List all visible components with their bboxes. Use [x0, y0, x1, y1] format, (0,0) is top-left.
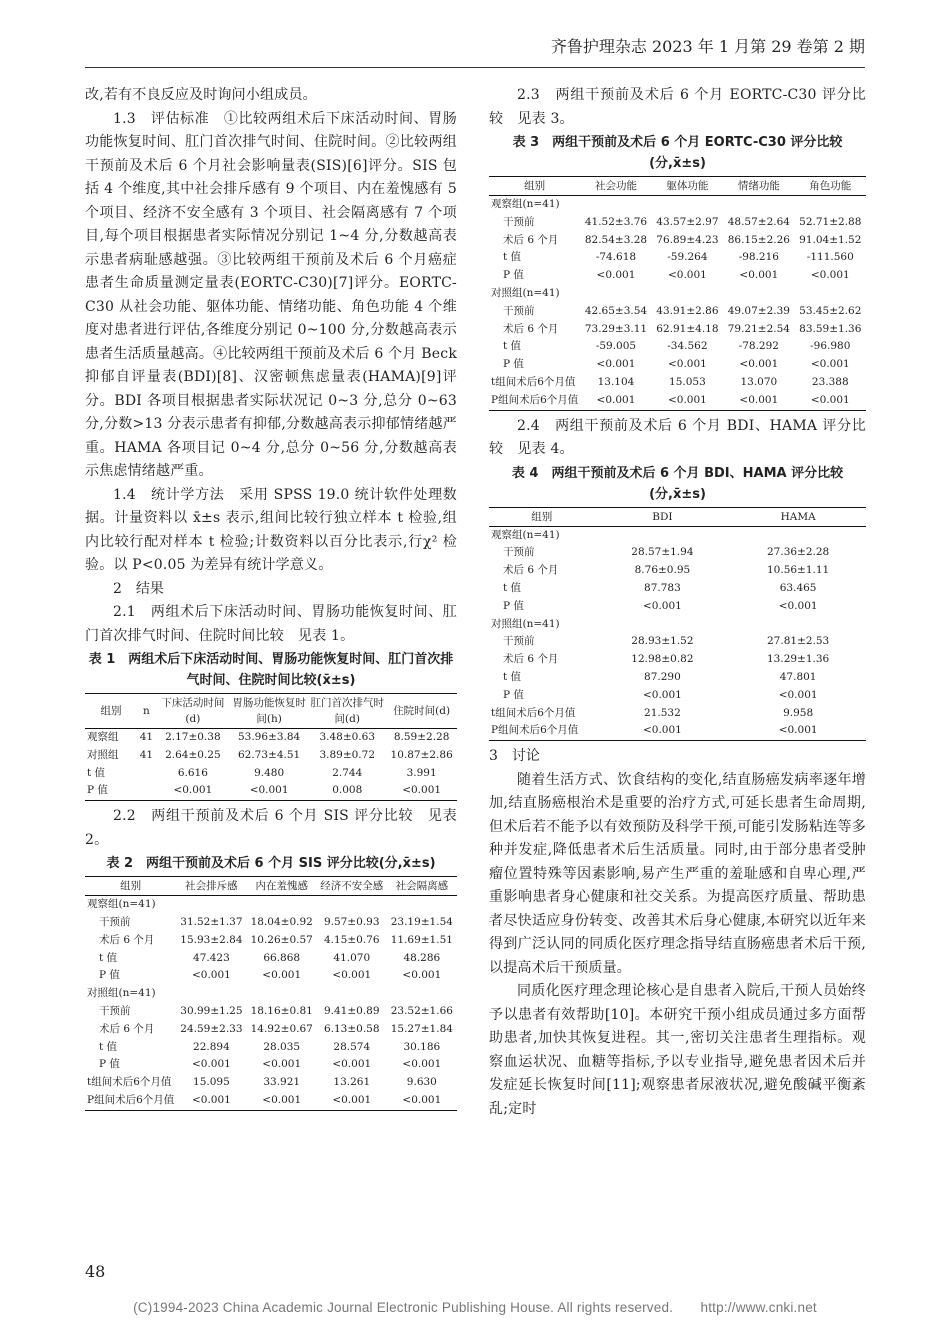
- section-1-3-evaluation-criteria: 1.3 评估标准 ①比较两组术后下床活动时间、胃肠功能恢复时间、肛门首次排气时间、住院时间。②比较两组干预前及术后 6 个月社会影响量表(SIS)[6]评分。SIS 包括 4 个维度,其中社会排斥感有 9 个项目、内在羞愧感有 5 个项目、经济不安全感有 3 个项目、社会隔离感有 7 个项目,每个项目根据患者实际情况分别记 1~4 分,分数越高表示患者病耻感越强。③比较两组干预前及术后 6 个月癌症患者生命质量测定量表(EORTC-C30)[7]评分。EORTC-C30 从社会功能、躯体功能、情绪功能、角色功能 4 个维度对患者进行评估,各维度分别记 0~100 分,分数越高表示患者生活质量越高。④比较两组干预前及术后 6 个月 Beck 抑郁自评量表(BDI)[8]、汉密顿焦虑量表(HAMA)[9]评分。BDI 各项目根据患者实际状况记 0~3 分,总分 0~63 分,分数>13 分表示患者有抑郁,分数越高表示抑郁情绪越严重。HAMA 各项目记 0~4 分,总分 0~56 分,分数越高表示焦虑情绪越严重。: [85, 110, 457, 479]
- table-cell: [652, 196, 723, 214]
- table-cell: [580, 196, 651, 214]
- table-row: [85, 1056, 457, 1074]
- table-cell: -74.618: [595, 251, 637, 264]
- table-cell: [723, 196, 794, 214]
- table-header-cell: 组别: [489, 177, 580, 196]
- table-cell: 3.48±0.63: [319, 731, 375, 743]
- table-cell: 2.64±0.25: [165, 748, 221, 761]
- table-row: [489, 651, 866, 669]
- table-3: [489, 176, 866, 411]
- table-cell: 48.286: [403, 951, 441, 964]
- table-cell: P 值: [503, 358, 524, 371]
- table-cell: -78.292: [738, 340, 779, 353]
- table-cell: <0.001: [642, 688, 682, 701]
- table-cell: <0.001: [596, 393, 636, 406]
- table-row: [489, 267, 866, 285]
- table-cell: 22.894: [193, 1040, 230, 1053]
- table-cell: 28.57±1.94: [631, 546, 694, 559]
- table-cell: P 值: [503, 269, 524, 282]
- table-cell: [795, 196, 866, 214]
- table-cell: <0.001: [667, 393, 707, 406]
- table-cell: -98.216: [738, 251, 779, 264]
- table-cell: <0.001: [402, 1058, 442, 1071]
- table-header-cell: 经济不安全感: [317, 877, 387, 896]
- table-cell: 27.36±2.28: [767, 546, 830, 559]
- table-cell: P组间术后6个月值: [491, 393, 579, 406]
- table-cell: 91.04±1.52: [799, 233, 862, 246]
- table-cell: 13.29±1.36: [767, 653, 830, 666]
- table-cell: -111.560: [806, 251, 854, 264]
- table-cell: P 值: [99, 969, 120, 982]
- table-cell: 76.89±4.23: [656, 233, 719, 246]
- table-cell: 10.26±0.57: [250, 933, 313, 946]
- section-2-3: 2.3 两组干预前及术后 6 个月 EORTC-C30 评分比较 见表 3。: [489, 87, 866, 127]
- table-row: [489, 392, 866, 410]
- table-row: [85, 729, 457, 747]
- table-cell: 术后 6 个月: [503, 564, 559, 577]
- table-cell: P 值: [99, 1058, 120, 1071]
- table-row: [489, 196, 866, 214]
- table-cell: 28.93±1.52: [631, 635, 694, 648]
- table-row: [85, 1074, 457, 1092]
- table-cell: 干预前: [503, 304, 535, 317]
- table-cell: t 值: [503, 251, 522, 264]
- table-header-cell: 住院时间(d): [386, 694, 457, 729]
- section-2-4: 2.4 两组干预前及术后 6 个月 BDI、HAMA 评分比较 见表 4。: [489, 417, 866, 458]
- table-4-caption: 表 4 两组干预前及术后 6 个月 BDI、HAMA 评分比较(分,x̄±s): [511, 465, 844, 502]
- table-cell: <0.001: [249, 784, 289, 797]
- table-1-caption: 表 1 两组术后下床活动时间、胃肠功能恢复时间、肛门首次排气时间、住院时间比较(x̄±s): [88, 652, 454, 688]
- table-cell: 28.035: [263, 1040, 301, 1053]
- copyright-footer: (C)1994-2023 China Academic Journal Electronic Publishing House. All rights reserved. http://www.cnki.net: [133, 1300, 817, 1315]
- table-cell: 41: [139, 748, 154, 761]
- table-row: [85, 1092, 457, 1110]
- table-cell: P组间术后6个月值: [491, 724, 579, 737]
- table-cell: -34.562: [667, 340, 708, 353]
- table-3-caption: 表 3 两组干预前及术后 6 个月 EORTC-C30 评分比较(分,x̄±s): [512, 135, 843, 171]
- table-cell: t 值: [99, 951, 118, 964]
- table-cell: t 值: [99, 1040, 118, 1053]
- table-cell: 43.57±2.97: [656, 215, 719, 228]
- table-cell: 42.65±3.54: [584, 304, 648, 317]
- table-cell: <0.001: [191, 1058, 231, 1071]
- table-cell: t 值: [503, 670, 522, 683]
- section-2-2: 2.2 两组干预前及术后 6 个月 SIS 评分比较 见表 2。: [85, 808, 457, 848]
- table-row: [489, 705, 866, 723]
- table-cell: 47.423: [193, 951, 230, 964]
- table-row: [489, 374, 866, 392]
- table-cell: [387, 985, 457, 1003]
- table-cell: 对照组: [87, 748, 119, 761]
- table-cell: <0.001: [332, 969, 372, 982]
- table-cell: P 值: [87, 784, 108, 797]
- table-cell: 干预前: [99, 1004, 131, 1017]
- table-cell: t 值: [503, 340, 522, 353]
- table-cell: 15.053: [669, 375, 706, 388]
- table-cell: <0.001: [402, 784, 442, 797]
- table-cell: <0.001: [810, 269, 850, 282]
- table-cell: [595, 616, 731, 634]
- table-4: [489, 507, 866, 742]
- table-cell: <0.001: [262, 1093, 302, 1106]
- table-cell: 53.96±3.84: [237, 731, 301, 743]
- table-cell: <0.001: [402, 1093, 442, 1106]
- table-cell: <0.001: [739, 358, 779, 371]
- table-cell: 10.56±1.11: [767, 564, 830, 577]
- table-cell: 8.76±0.95: [634, 564, 691, 577]
- table-cell: 30.186: [403, 1040, 441, 1053]
- table-header-cell: 社会功能: [580, 177, 651, 196]
- table-cell: 9.57±0.93: [323, 915, 380, 928]
- table-cell: 干预前: [503, 546, 535, 559]
- table-cell: <0.001: [191, 969, 231, 982]
- table-row: [489, 232, 866, 250]
- table-cell: 干预前: [503, 635, 535, 648]
- table-cell: [580, 285, 651, 303]
- table-cell: 对照组(n=41): [491, 286, 560, 299]
- table-cell: [730, 616, 866, 634]
- table-cell: 62.73±4.51: [237, 748, 301, 761]
- table-row: [489, 321, 866, 339]
- table-header-cell: BDI: [595, 507, 731, 526]
- paragraph-continued: 改,若有不良反应及时询问小组成员。: [85, 87, 317, 103]
- table-cell: [795, 285, 866, 303]
- table-cell: [317, 896, 387, 914]
- table-cell: 观察组: [87, 731, 119, 743]
- table-cell: 4.15±0.76: [323, 933, 380, 946]
- table-cell: 3.89±0.72: [319, 748, 375, 761]
- table-row: [489, 633, 866, 651]
- table-row: [489, 338, 866, 356]
- table-row: [85, 896, 457, 914]
- page-number: 48: [85, 1262, 106, 1281]
- table-cell: 12.98±0.82: [631, 653, 694, 666]
- table-cell: 15.095: [193, 1076, 230, 1089]
- table-cell: P组间术后6个月值: [87, 1093, 175, 1106]
- table-row: [489, 214, 866, 232]
- table-cell: [317, 985, 387, 1003]
- table-header-cell: 下床活动时间(d): [156, 694, 230, 729]
- table-cell: 24.59±2.33: [180, 1022, 243, 1035]
- table-cell: 41: [139, 731, 154, 743]
- heading-results: 2 结果: [113, 580, 164, 597]
- table-cell: [723, 285, 794, 303]
- table-cell: <0.001: [667, 269, 707, 282]
- table-cell: 3.991: [406, 766, 437, 779]
- table-cell: 9.480: [254, 766, 285, 779]
- table-cell: 62.91±4.18: [656, 322, 719, 335]
- table-cell: -59.264: [667, 251, 708, 264]
- table-row: [85, 967, 457, 985]
- table-row: [85, 765, 457, 783]
- table-header-cell: 情绪功能: [723, 177, 794, 196]
- table-cell: 8.59±2.28: [393, 731, 450, 743]
- table-cell: t组间术后6个月值: [87, 1076, 172, 1089]
- table-cell: 23.19±1.54: [390, 915, 453, 928]
- table-cell: <0.001: [778, 724, 818, 737]
- table-cell: 66.868: [263, 951, 301, 964]
- table-cell: 2.17±0.38: [165, 731, 221, 743]
- table-cell: 11.69±1.51: [390, 933, 453, 946]
- table-cell: <0.001: [402, 969, 442, 982]
- table-cell: 43.91±2.86: [656, 304, 719, 317]
- table-cell: <0.001: [262, 1058, 302, 1071]
- table-cell: 9.630: [406, 1076, 437, 1089]
- table-row: [489, 285, 866, 303]
- table-cell: 13.104: [597, 375, 635, 388]
- table-cell: 23.52±1.66: [390, 1004, 453, 1017]
- table-cell: 86.15±2.26: [727, 233, 790, 246]
- table-cell: 对照组(n=41): [87, 987, 156, 1000]
- table-cell: <0.001: [262, 969, 302, 982]
- section-1-4-statistics: 1.4 统计学方法 采用 SPSS 19.0 统计软件处理数据。计量资料以 x̄±s 表示,组间比较行独立样本 t 检验,组内比较行配对样本 t 检验;计数资料以百分比表示,行χ² 检验。以 P<0.05 为差异有统计学意义。: [85, 486, 457, 573]
- table-cell: <0.001: [667, 358, 707, 371]
- table-cell: 9.41±0.89: [323, 1004, 380, 1017]
- table-cell: [176, 896, 246, 914]
- table-row: [85, 1003, 457, 1021]
- table-cell: <0.001: [778, 599, 818, 612]
- table-cell: 53.45±2.62: [799, 304, 862, 317]
- table-cell: <0.001: [739, 269, 779, 282]
- table-header-cell: 社会隔离感: [387, 877, 457, 896]
- table-cell: 干预前: [99, 915, 131, 928]
- table-cell: 47.801: [779, 670, 817, 683]
- table-row: [489, 544, 866, 562]
- table-header-cell: 内在羞愧感: [247, 877, 317, 896]
- table-header-cell: 社会排斥感: [176, 877, 246, 896]
- table-cell: [137, 782, 156, 800]
- table-row: [489, 303, 866, 321]
- table-row: [489, 580, 866, 598]
- table-cell: [387, 896, 457, 914]
- table-cell: 13.070: [740, 375, 778, 388]
- left-column: [85, 84, 457, 1115]
- table-cell: 观察组(n=41): [491, 198, 560, 210]
- table-cell: 13.261: [333, 1076, 371, 1089]
- table-cell: [137, 765, 156, 783]
- table-cell: [730, 526, 866, 544]
- discussion-paragraph-2: 同质化医疗理念理论核心是自患者入院后,干预人员始终予以患者有效帮助[10]。本研究干预小组成员通过多方面帮助患者,加快其恢复进程。其一,密切关注患者生理指标。观察血运状况、血糖等指标,予以专业指导,避免患者因术后并发症延长恢复时间[11];观察患者尿液状况,避免酸碱平衡紊乱;定时: [489, 983, 866, 1117]
- table-row: [489, 356, 866, 374]
- table-cell: [652, 285, 723, 303]
- table-cell: [595, 526, 731, 544]
- table-cell: t 值: [87, 766, 106, 779]
- table-header-cell: HAMA: [730, 507, 866, 526]
- table-cell: 观察组(n=41): [491, 528, 560, 541]
- table-cell: 6.13±0.58: [323, 1022, 380, 1035]
- table-cell: <0.001: [642, 599, 682, 612]
- table-cell: 21.532: [644, 706, 681, 719]
- table-2-caption: 表 2 两组干预前及术后 6 个月 SIS 评分比较(分,x̄±s): [106, 856, 436, 872]
- table-cell: <0.001: [596, 269, 636, 282]
- table-cell: t组间术后6个月值: [491, 375, 576, 388]
- table-cell: 14.92±0.67: [250, 1022, 313, 1035]
- table-cell: 41.52±3.76: [584, 215, 648, 228]
- table-row: [489, 249, 866, 267]
- table-cell: 观察组(n=41): [87, 898, 156, 911]
- table-header-cell: 肛门首次排气时间(d): [308, 694, 386, 729]
- table-row: [489, 687, 866, 705]
- table-cell: 术后 6 个月: [99, 933, 155, 946]
- table-cell: 2.744: [332, 766, 363, 779]
- table-cell: 63.465: [779, 581, 817, 594]
- table-cell: 31.52±1.37: [180, 915, 243, 928]
- table-row: [85, 932, 457, 950]
- table-2: [85, 876, 457, 1111]
- table-cell: 73.29±3.11: [584, 322, 648, 335]
- table-header-cell: 组别: [85, 694, 137, 729]
- table-cell: <0.001: [173, 784, 213, 797]
- heading-discussion: 3 讨论: [489, 748, 540, 765]
- table-cell: 0.008: [332, 784, 363, 797]
- table-cell: 6.616: [177, 766, 208, 779]
- running-header: [85, 36, 865, 68]
- table-cell: t 值: [503, 581, 522, 594]
- table-cell: 15.93±2.84: [180, 933, 243, 946]
- table-cell: 术后 6 个月: [99, 1022, 155, 1035]
- table-cell: 87.290: [644, 670, 681, 683]
- table-cell: [247, 985, 317, 1003]
- table-cell: 9.958: [783, 706, 814, 719]
- discussion-paragraph-1: 随着生活方式、饮食结构的变化,结直肠癌发病率逐年增加,结直肠癌根治术是重要的治疗方式,可延长患者生命周期,但术后若不能予以有效预防及科学干预,可能引发肠粘连等多种并发症,降低患者术后生活质量。同时,由于部分患者受肿瘤位置特殊等因素影响,易产生严重的羞耻感和自卑心理,严重影响患者身心健康和社交关系。为提高医疗质量、帮助患者尽快适应身份转变、改善其术后身心健康,本研究以近年来得到广泛认同的同质化医疗理念指导结直肠癌患者术后干预,以提高术后干预质量。: [489, 771, 866, 976]
- table-row: [85, 985, 457, 1003]
- section-2-1: 2.1 两组术后下床活动时间、胃肠功能恢复时间、肛门首次排气时间、住院时间比较 见表 1。: [85, 604, 457, 644]
- table-cell: 28.574: [333, 1040, 371, 1053]
- table-cell: -59.005: [595, 340, 637, 353]
- table-header-cell: 角色功能: [795, 177, 866, 196]
- journal-title: 齐鲁护理杂志 2023 年 1 月第 29 卷第 2 期: [550, 37, 865, 56]
- table-cell: 对照组(n=41): [491, 617, 560, 630]
- table-header-cell: 躯体功能: [652, 177, 723, 196]
- table-cell: <0.001: [739, 393, 779, 406]
- table-cell: <0.001: [332, 1093, 372, 1106]
- table-row: [85, 914, 457, 932]
- table-cell: -96.980: [810, 340, 851, 353]
- table-cell: 48.57±2.64: [727, 215, 790, 228]
- table-cell: P 值: [503, 599, 524, 612]
- table-cell: 术后 6 个月: [503, 322, 559, 335]
- table-cell: 33.921: [263, 1076, 301, 1089]
- table-header-cell: n: [137, 694, 156, 729]
- table-cell: <0.001: [642, 724, 682, 737]
- table-header-cell: 组别: [489, 507, 595, 526]
- table-row: [85, 950, 457, 968]
- table-cell: <0.001: [596, 358, 636, 371]
- table-1: [85, 693, 457, 801]
- table-cell: 18.16±0.81: [250, 1004, 313, 1017]
- table-cell: t组间术后6个月值: [491, 706, 576, 719]
- right-column: [489, 84, 866, 1121]
- table-cell: <0.001: [810, 358, 850, 371]
- table-cell: <0.001: [778, 688, 818, 701]
- table-cell: <0.001: [332, 1058, 372, 1071]
- table-cell: 术后 6 个月: [503, 653, 559, 666]
- table-row: [489, 562, 866, 580]
- table-cell: <0.001: [191, 1093, 231, 1106]
- table-row: [489, 526, 866, 544]
- table-cell: 23.388: [811, 375, 849, 388]
- table-cell: 18.04±0.92: [250, 915, 313, 928]
- table-cell: 87.783: [644, 581, 681, 594]
- table-cell: 79.21±2.54: [727, 322, 790, 335]
- table-row: [489, 669, 866, 687]
- table-cell: <0.001: [810, 393, 850, 406]
- table-cell: 49.07±2.39: [727, 304, 790, 317]
- table-row: [85, 1021, 457, 1039]
- table-cell: 41.070: [333, 951, 371, 964]
- table-row: [489, 598, 866, 616]
- table-header-cell: 组别: [85, 877, 176, 896]
- table-cell: [247, 896, 317, 914]
- table-row: [85, 1039, 457, 1057]
- table-cell: 15.27±1.84: [390, 1022, 453, 1035]
- table-cell: 干预前: [503, 215, 535, 228]
- table-cell: 82.54±3.28: [584, 233, 648, 246]
- table-row: [85, 782, 457, 800]
- table-cell: 30.99±1.25: [180, 1004, 243, 1017]
- table-row: [489, 722, 866, 740]
- table-row: [85, 747, 457, 765]
- table-row: [489, 616, 866, 634]
- table-cell: 83.59±1.36: [799, 322, 862, 335]
- table-cell: 10.87±2.86: [390, 748, 453, 761]
- table-cell: P 值: [503, 688, 524, 701]
- table-cell: 27.81±2.53: [767, 635, 830, 648]
- table-cell: 术后 6 个月: [503, 233, 559, 246]
- table-cell: 52.71±2.88: [799, 215, 862, 228]
- table-cell: [176, 985, 246, 1003]
- table-header-cell: 胃肠功能恢复时间(h): [230, 694, 308, 729]
